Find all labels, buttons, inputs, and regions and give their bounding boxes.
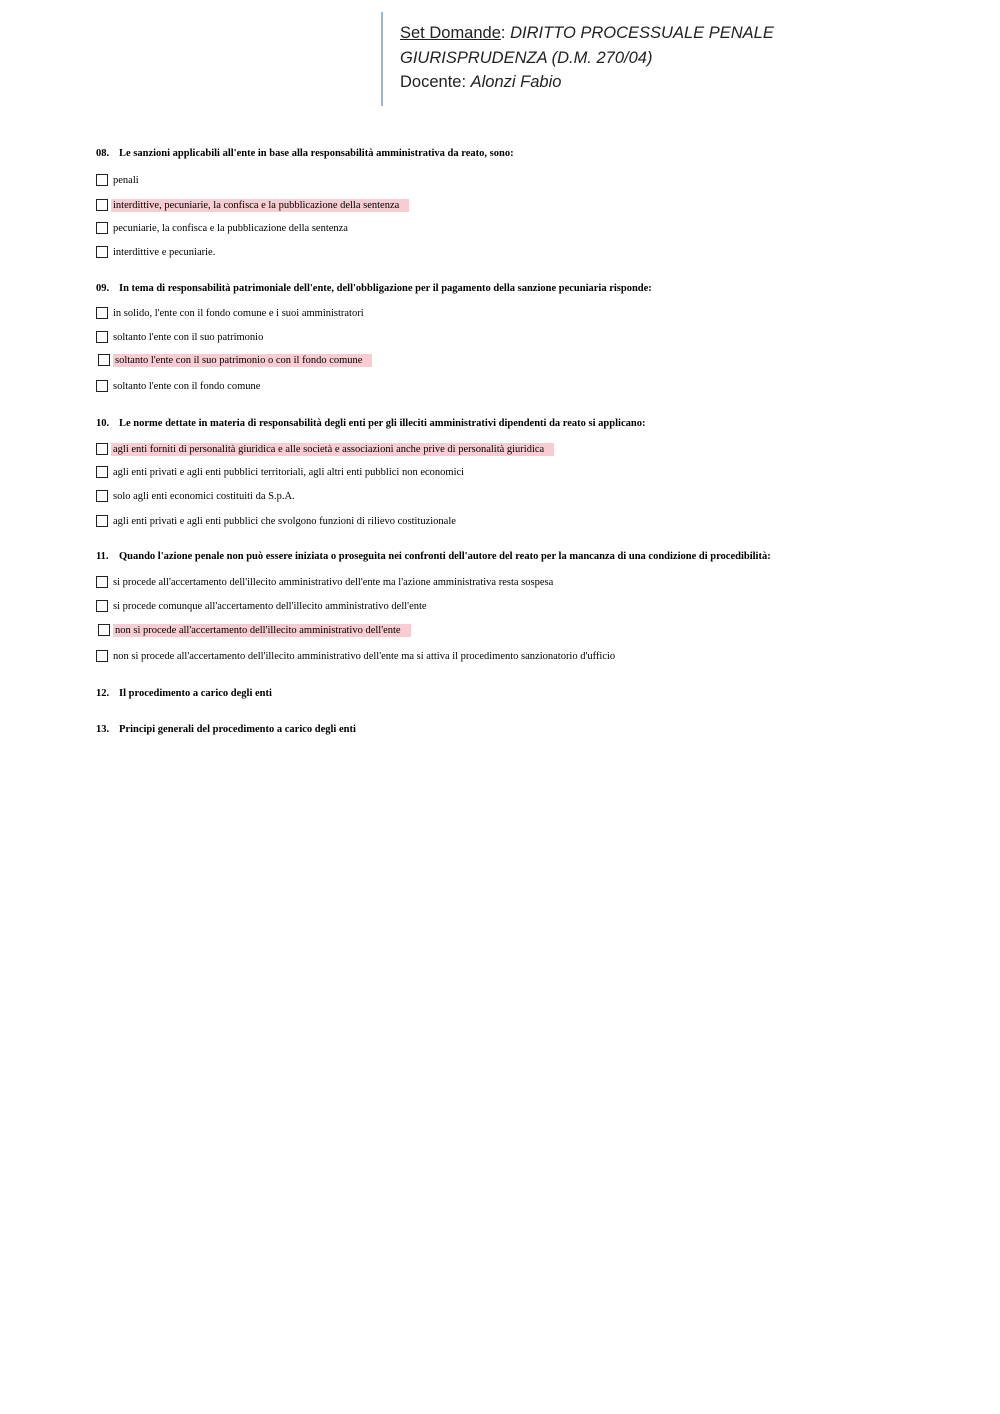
answer-option[interactable]	[96, 172, 149, 188]
answer-option-correct[interactable]	[96, 197, 409, 213]
answer-option-correct[interactable]	[98, 352, 372, 368]
question-text: Principi generali del procedimento a carico degli enti	[119, 724, 356, 735]
answer-text: solo agli enti economici costituiti da S.p.A.	[113, 490, 295, 502]
answer-option[interactable]	[96, 305, 374, 321]
teacher-value: Alonzi Fabio	[470, 73, 562, 91]
answer-text: in solido, l'ente con il fondo comune e i suoi amministratori	[113, 307, 364, 319]
checkbox[interactable]	[96, 576, 108, 588]
question-title	[96, 418, 645, 429]
answer-text: non si procede all'accertamento dell'illecito amministrativo dell'ente	[113, 624, 411, 637]
answer-option[interactable]	[96, 329, 273, 345]
answer-option-correct[interactable]	[98, 622, 411, 638]
set-line-1	[400, 21, 941, 46]
answer-option-correct[interactable]	[96, 441, 554, 457]
question-text: Le sanzioni applicabili all'ente in base alla responsabilità amministrativa da reato, sono:	[119, 148, 514, 159]
document-header	[381, 12, 941, 106]
checkbox[interactable]	[96, 174, 108, 186]
answer-text: agli enti privati e agli enti pubblici territoriali, agli altri enti pubblici non economici	[113, 466, 465, 478]
checkbox[interactable]	[96, 331, 108, 343]
checkbox[interactable]	[96, 490, 108, 502]
teacher-line	[400, 70, 941, 95]
answer-text: agli enti forniti di personalità giuridica e alle società e associazioni anche prive di personalità giuridica	[111, 443, 554, 456]
question-number: 08.	[96, 148, 110, 159]
set-value-line1: DIRITTO PROCESSUALE PENALE	[510, 24, 774, 42]
set-separator: :	[500, 24, 511, 42]
answer-text: interdittive, pecuniarie, la confisca e la pubblicazione della sentenza	[111, 199, 409, 212]
answer-text: interdittive e pecuniarie.	[113, 246, 216, 258]
answer-text: penali	[113, 174, 139, 186]
checkbox[interactable]	[96, 380, 108, 392]
question-text: Il procedimento a carico degli enti	[119, 688, 272, 699]
answer-text: pecuniarie, la confisca e la pubblicazione della sentenza	[113, 222, 348, 234]
teacher-label: Docente:	[400, 73, 471, 91]
answer-option[interactable]	[96, 488, 305, 504]
answer-option[interactable]	[96, 598, 437, 614]
question-number: 13.	[96, 724, 110, 735]
set-line-2	[400, 46, 941, 71]
answer-text: soltanto l'ente con il suo patrimonio	[113, 331, 264, 343]
answer-option[interactable]	[96, 220, 358, 236]
checkbox[interactable]	[96, 443, 108, 455]
answer-text: soltanto l'ente con il fondo comune	[113, 380, 261, 392]
question-title	[96, 148, 514, 159]
question-number: 10.	[96, 418, 110, 429]
checkbox[interactable]	[96, 650, 108, 662]
question-text: Le norme dettate in materia di responsabilità degli enti per gli illeciti amministrativi dipendenti da reato si applicano:	[119, 418, 646, 429]
question-number: 12.	[96, 688, 110, 699]
answer-option[interactable]	[96, 464, 474, 480]
answer-text: non si procede all'accertamento dell'illecito amministrativo dell'ente ma si attiva il procedimento sanzionatorio d'ufficio	[113, 650, 616, 662]
checkbox[interactable]	[98, 624, 110, 636]
question-text: In tema di responsabilità patrimoniale dell'ente, dell'obbligazione per il pagamento della sanzione pecuniaria risponde:	[119, 283, 652, 294]
question-title	[96, 724, 356, 735]
answer-option[interactable]	[96, 244, 225, 260]
checkbox[interactable]	[96, 307, 108, 319]
answer-text: soltanto l'ente con il suo patrimonio o con il fondo comune	[113, 354, 372, 367]
answer-option[interactable]	[96, 648, 625, 664]
checkbox[interactable]	[96, 246, 108, 258]
question-title	[96, 688, 272, 699]
checkbox[interactable]	[98, 354, 110, 366]
answer-text: agli enti privati e agli enti pubblici che svolgono funzioni di rilievo costituzionale	[113, 515, 456, 527]
answer-text: si procede all'accertamento dell'illecito amministrativo dell'ente ma l'azione amministrativa resta sospesa	[113, 576, 554, 588]
answer-option[interactable]	[96, 513, 466, 529]
question-number: 11.	[96, 551, 109, 562]
question-title	[96, 551, 771, 562]
question-number: 09.	[96, 283, 110, 294]
set-value-line2: GIURISPRUDENZA (D.M. 270/04)	[400, 48, 653, 67]
question-text: Quando l'azione penale non può essere iniziata o proseguita nei confronti dell'autore del reato per la mancanza di una condizione di procedibilità:	[119, 551, 771, 562]
checkbox[interactable]	[96, 466, 108, 478]
checkbox[interactable]	[96, 600, 108, 612]
answer-option[interactable]	[96, 574, 563, 590]
answer-text: si procede comunque all'accertamento dell'illecito amministrativo dell'ente	[113, 600, 427, 612]
question-title	[96, 283, 652, 294]
set-label: Set Domande	[400, 24, 501, 42]
checkbox[interactable]	[96, 515, 108, 527]
checkbox[interactable]	[96, 222, 108, 234]
answer-option[interactable]	[96, 378, 270, 394]
checkbox[interactable]	[96, 199, 108, 211]
